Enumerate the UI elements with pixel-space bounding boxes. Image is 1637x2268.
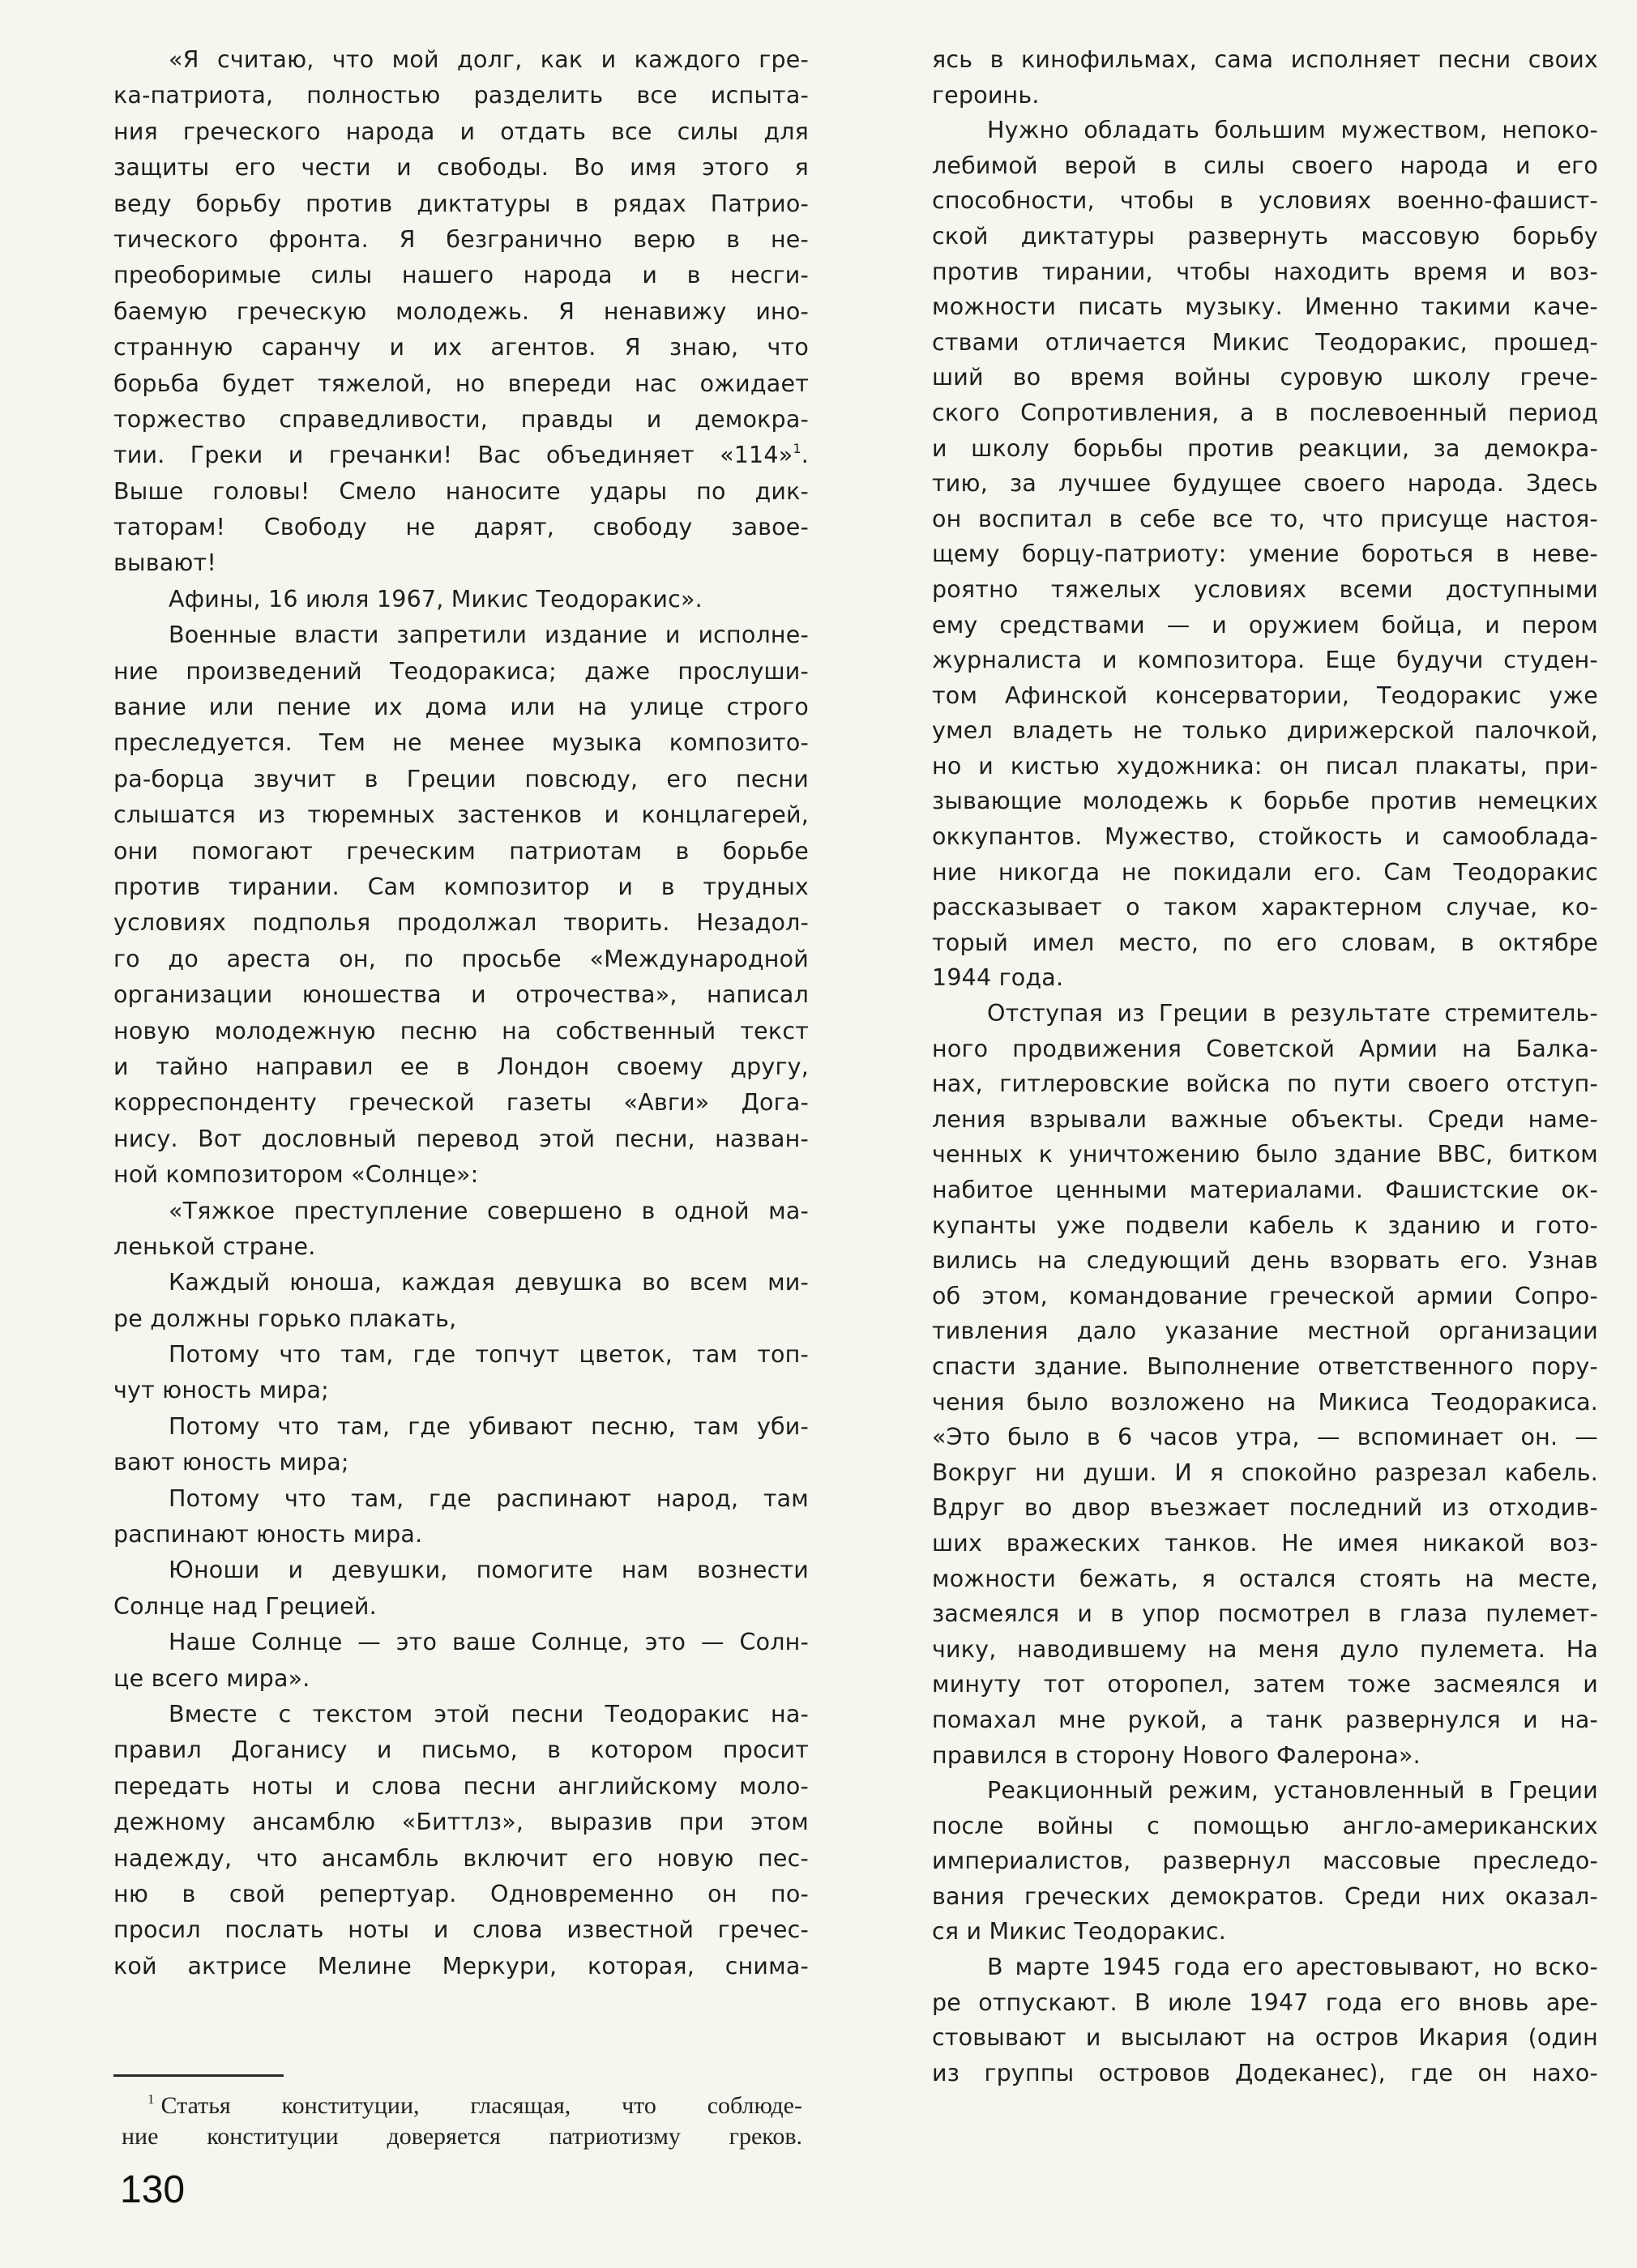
text-line [932, 536, 1598, 572]
text-line-content: Нужно обладать большим мужеством, непоко- [987, 117, 1598, 144]
text-line [113, 725, 809, 761]
text-line-content: стовывают и высылают на остров Икария (один [932, 2024, 1598, 2052]
text-line-content: он воспитал в себе все то, что присуще настоя- [932, 505, 1598, 532]
text-line [113, 1337, 809, 1373]
text-line [113, 150, 809, 186]
text-line [113, 1553, 809, 1588]
text-line [932, 713, 1598, 749]
text-line [932, 1385, 1598, 1420]
text-line [113, 1049, 809, 1085]
text-line [113, 474, 809, 510]
text-line-content: це всего мира». [113, 1664, 310, 1692]
text-line-content: Юноши и девушки, помогите нам вознести [169, 1557, 809, 1584]
text-line [932, 78, 1598, 113]
text-line [113, 330, 809, 365]
text-line-content: ченных к уничтожению было здание ВВС, битком [932, 1141, 1598, 1168]
text-line [113, 1265, 809, 1301]
text-line-content: Отступая из Греции в результате стремитель- [987, 1000, 1598, 1027]
text-line [932, 1137, 1598, 1172]
text-line-content: Вокруг ни души. И я спокойно разрезал кабель. [932, 1459, 1598, 1486]
text-line-content: щему борцу-патриоту: умение бороться в неве- [932, 540, 1598, 568]
text-line-content: рассказывает о таком характерном случае, ко- [932, 894, 1598, 921]
text-line-content: ния греческого народа и отдать все силы для [113, 117, 809, 145]
text-line-content: можности бежать, я остался стоять на месте, [932, 1565, 1598, 1592]
text-line [113, 1481, 809, 1517]
text-line [113, 1949, 809, 1984]
text-line [932, 1102, 1598, 1138]
trailing-punctuation: . [801, 442, 809, 469]
text-line [113, 294, 809, 330]
text-line-content: ших вражеских танков. Не имея никакой воз- [932, 1529, 1598, 1557]
footnote-line: ние конституции доверяется патриотизму греков. [122, 2123, 802, 2150]
footnote-line [122, 2091, 802, 2121]
text-line [113, 942, 809, 977]
text-line [932, 219, 1598, 254]
text-line [932, 1738, 1598, 1774]
text-line [932, 431, 1598, 467]
text-line-content: дежному ансамблю «Биттлз», выразив при этом [113, 1809, 809, 1836]
text-line [113, 690, 809, 725]
text-line-content: условиях подполья продолжал творить. Незадол- [113, 909, 809, 937]
text-line [113, 1517, 809, 1553]
text-line [932, 360, 1598, 395]
text-line-content: тию, за лучшее будущее своего народа. Здесь [932, 470, 1598, 498]
text-line [113, 78, 809, 113]
text-line [113, 438, 809, 473]
right-column [932, 42, 1598, 2091]
text-line-content: минуту тот оторопел, затем тоже засмеялся и [932, 1671, 1598, 1698]
text-line [932, 1526, 1598, 1561]
text-line [113, 617, 809, 653]
text-line-content: и тайно направил ее в Лондон своему другу, [113, 1053, 809, 1080]
text-line [932, 254, 1598, 290]
text-line-content: вания греческих демократов. Среди них оказал- [932, 1882, 1598, 1910]
text-line-content: ясь в кинофильмах, сама исполняет песни своих [932, 46, 1598, 73]
text-line-content: тии. Греки и гречанки! Вас объединяет «114» [113, 442, 793, 469]
text-line [932, 113, 1598, 148]
text-line-content: баемую греческую молодежь. Я ненавижу ино- [113, 297, 809, 325]
text-line-content: правился в сторону Нового Фалерона». [932, 1741, 1421, 1769]
text-line [113, 186, 809, 222]
text-line-content: чику, наводившему на меня дуло пулемета. На [932, 1635, 1598, 1663]
text-line-content: вывают! [113, 549, 216, 577]
text-line [113, 1697, 809, 1732]
text-line-content: слышатся из тюремных застенков и концлагерей, [113, 801, 809, 829]
text-line [932, 855, 1598, 891]
text-line [932, 502, 1598, 537]
text-line-content: корреспонденту греческой газеты «Авги» Дога- [113, 1089, 809, 1117]
text-line [932, 466, 1598, 502]
text-line [932, 183, 1598, 219]
text-line [932, 572, 1598, 608]
text-line [932, 1914, 1598, 1950]
text-line [932, 749, 1598, 784]
text-line-content: вились на следующий день взорвать его. Узнав [932, 1247, 1598, 1275]
text-line [932, 643, 1598, 678]
text-line [932, 42, 1598, 78]
text-line [932, 395, 1598, 431]
text-line-content: набитое ценными материалами. Фашистские ок- [932, 1177, 1598, 1203]
text-line [932, 925, 1598, 961]
text-line [932, 1985, 1598, 2021]
text-line-content: веду борьбу против диктатуры в рядах Патрио- [113, 190, 809, 217]
text-line [932, 960, 1598, 996]
text-line [932, 1809, 1598, 1844]
text-line-content: ему средствами — и оружием бойца, и пером [932, 611, 1598, 639]
text-line-content: из группы островов Додеканес), где он нахо- [932, 2059, 1598, 2086]
text-line [113, 834, 809, 869]
footnote-mark: 1 [147, 2091, 155, 2107]
text-line [113, 977, 809, 1013]
text-line [113, 1121, 809, 1157]
footnote-text: Статья конституции, гласящая, что соблюде- [160, 2092, 802, 2119]
text-line-content: том Афинской консерватории, Теодоракис уже [932, 681, 1598, 709]
text-line [932, 1950, 1598, 1985]
text-line [932, 1172, 1598, 1208]
text-line [932, 1279, 1598, 1314]
text-line-content: ре должны горько плакать, [113, 1305, 457, 1332]
text-line-content: преследуется. Тем не менее музыка композито- [113, 729, 809, 757]
footnote [122, 2091, 802, 2152]
text-line-content: ре отпускают. В июле 1947 года его вновь аре- [932, 1988, 1598, 2016]
text-line [932, 1667, 1598, 1702]
text-line [113, 905, 809, 941]
text-line-content: ленькой стране. [113, 1232, 316, 1260]
text-line [113, 1732, 809, 1768]
left-column [113, 42, 809, 1984]
text-line [113, 1229, 809, 1265]
text-line [932, 1349, 1598, 1385]
text-line-content: странную саранчу и их агентов. Я знаю, что [113, 334, 809, 361]
text-line [932, 1843, 1598, 1879]
text-line [113, 797, 809, 833]
text-line-content: Потому что там, где распинают народ, там [169, 1484, 809, 1512]
text-line-content: «Тяжкое преступление совершено в одной ма- [169, 1197, 809, 1224]
text-line [113, 1805, 809, 1840]
text-line-content: засмеялся и в упор посмотрел в глаза пулемет- [932, 1600, 1598, 1628]
text-line-content: ствами отличается Микис Теодоракис, прошед- [932, 328, 1598, 356]
text-line-content: после войны с помощью англо-американских [932, 1812, 1598, 1839]
text-line-content: защиты его чести и свободы. Во имя этого я [113, 154, 809, 182]
text-line-content: нах, гитлеровские войска по пути своего отступ- [932, 1070, 1598, 1098]
text-line-content: ние произведений Теодоракиса; даже прослуши- [113, 657, 809, 685]
text-line [932, 1702, 1598, 1738]
text-line [932, 1490, 1598, 1526]
text-line [932, 890, 1598, 925]
text-line [113, 1373, 809, 1408]
text-line [113, 1769, 809, 1805]
text-line [113, 1194, 809, 1229]
text-line-content: оккупантов. Мужество, стойкость и самооблада- [932, 823, 1598, 851]
text-line-content: нису. Вот дословный перевод этой песни, назван- [113, 1125, 809, 1152]
text-line [932, 608, 1598, 643]
text-line-content: Солнце над Грецией. [113, 1592, 377, 1620]
text-line-content: журналиста и композитора. Еще будучи студен- [932, 647, 1598, 674]
text-line-content: Афины, 16 июля 1967, Микис Теодоракис». [169, 585, 703, 613]
text-line-content: Вдруг во двор въезжает последний из отходив- [932, 1494, 1598, 1522]
text-line-content: тивления дало указание местной организации [932, 1318, 1598, 1345]
text-line-content: ской диктатуры развернуть массовую борьбу [932, 222, 1598, 250]
text-line [932, 1420, 1598, 1455]
text-line-content: преоборимые силы нашего народа и в несги- [113, 262, 809, 289]
text-line-content: роятно тяжелых условиях всеми доступными [932, 575, 1598, 603]
text-line [113, 1877, 809, 1912]
text-line [113, 366, 809, 402]
text-line-content: вают юность мира; [113, 1449, 349, 1476]
text-line [113, 1445, 809, 1480]
text-line-content: умел владеть не только дирижерской палочкой, [932, 717, 1598, 745]
text-line-content: лебимой верой в силы своего народа и его [932, 152, 1598, 179]
text-line-content: ка-патриота, полностью разделить все испыта- [113, 82, 809, 109]
text-line-content: купанты уже подвели кабель к зданию и гото- [932, 1211, 1598, 1239]
page-number: 130 [120, 2168, 186, 2211]
text-line [113, 582, 809, 617]
text-line-content: империалистов, развернул массовые преследо- [932, 1847, 1598, 1875]
text-line [113, 1841, 809, 1877]
text-line-content: ления взрывали важные объекты. Среди наме- [932, 1105, 1598, 1133]
text-line-content: «Это было в 6 часов утра, — вспоминает он. — [932, 1424, 1598, 1451]
text-line-content: Реакционный режим, установленный в Греции [987, 1777, 1598, 1805]
text-line-content: торый имел место, по его словам, в октябре [932, 929, 1598, 956]
text-line [113, 402, 809, 438]
text-line [932, 1208, 1598, 1244]
text-line [113, 1085, 809, 1121]
text-line-content: правил Доганису и письмо, в котором просит [113, 1736, 809, 1764]
text-line-content: «Я считаю, что мой долг, как и каждого гре- [169, 46, 809, 73]
text-line [113, 1589, 809, 1625]
text-line [113, 1157, 809, 1193]
text-line-content: тического фронта. Я безгранично верю в не- [113, 225, 809, 253]
text-line-content: передать ноты и слова песни английскому моло- [113, 1772, 809, 1800]
text-line-content: надежду, что ансамбль включит его новую пес- [113, 1844, 809, 1872]
text-line [113, 545, 809, 581]
text-line-content: ние никогда не покидали его. Сам Теодоракис [932, 858, 1598, 886]
footnote-divider [113, 2074, 284, 2077]
text-line [932, 325, 1598, 361]
text-line [932, 784, 1598, 819]
text-line [932, 289, 1598, 325]
text-line-content: Потому что там, где топчут цветок, там топ- [169, 1341, 809, 1369]
text-line [113, 42, 809, 78]
text-line [932, 2056, 1598, 2091]
text-line [932, 1561, 1598, 1597]
text-line-content: торжество справедливости, правды и демокра- [113, 405, 809, 433]
text-line [113, 1409, 809, 1445]
text-line-content: ший во время войны суровую школу грече- [932, 364, 1598, 391]
text-line-content: но и кистью художника: он писал плакаты, при- [932, 752, 1598, 779]
text-line-content: чения было возложено на Микиса Теодоракиса. [932, 1388, 1598, 1416]
text-line-content: помахал мне рукой, а танк развернулся и на- [932, 1706, 1598, 1733]
text-line [932, 1773, 1598, 1809]
text-line-content: кой актрисе Мелине Меркури, которая, снима- [113, 1952, 809, 1980]
text-line [932, 1596, 1598, 1632]
text-line-content: ского Сопротивления, а в послевоенный период [932, 399, 1598, 426]
text-line-content: они помогают греческим патриотам в борьбе [113, 837, 809, 865]
text-line [932, 1879, 1598, 1915]
text-line-content: таторам! Свободу не дарят, свободу завое- [113, 514, 809, 541]
text-line [932, 678, 1598, 714]
text-line [113, 869, 809, 905]
text-line [113, 510, 809, 545]
text-line-content: вание или пение их дома или на улице строго [113, 694, 809, 721]
footnote-reference: 1 [793, 441, 801, 457]
text-line-content: го до ареста он, по просьбе «Международной [113, 945, 809, 972]
text-line-content: героинь. [932, 81, 1040, 109]
text-line [932, 996, 1598, 1031]
text-line-content: способности, чтобы в условиях военно-фашист- [932, 187, 1598, 215]
text-line [932, 2020, 1598, 2056]
text-line-content: просил послать ноты и слова известной гречес- [113, 1916, 809, 1944]
text-line-content: организации юношества и отрочества», написал [113, 981, 809, 1009]
text-line [113, 1014, 809, 1049]
text-line [113, 1301, 809, 1337]
text-line-content: Наше Солнце — это ваше Солнце, это — Солн- [169, 1629, 809, 1656]
text-line-content: новую молодежную песню на собственный текст [113, 1017, 809, 1044]
text-line-content: Каждый юноша, каждая девушка во всем ми- [169, 1269, 809, 1296]
text-line [932, 1455, 1598, 1491]
text-line [932, 1313, 1598, 1349]
text-line [932, 148, 1598, 184]
text-line-content: 1944 года. [932, 964, 1064, 992]
text-line [932, 1632, 1598, 1668]
text-line [113, 222, 809, 258]
text-line-content: Потому что там, где убивают песню, там уби- [169, 1412, 809, 1440]
text-line [113, 762, 809, 797]
text-line [113, 1912, 809, 1948]
text-line-content: против тирании, чтобы находить время и воз- [932, 258, 1598, 285]
text-line [932, 1243, 1598, 1279]
text-line-content: ного продвижения Советской Армии на Балка- [932, 1035, 1598, 1062]
text-line-content: ной композитором «Солнце»: [113, 1161, 479, 1189]
text-line-content: ра-борца звучит в Греции повсюду, его песни [113, 765, 809, 792]
text-line-content: зывающие молодежь к борьбе против немецких [932, 788, 1598, 815]
text-line-content: Выше головы! Смело наносите удары по дик- [113, 477, 809, 505]
text-line [113, 654, 809, 690]
text-line [113, 114, 809, 150]
text-line-content: Военные власти запретили издание и исполне- [169, 621, 809, 649]
text-line-content: спасти здание. Выполнение ответственного пору- [932, 1352, 1598, 1380]
text-line [113, 258, 809, 293]
text-line [932, 1031, 1598, 1067]
text-line-content: борьба будет тяжелой, но впереди нас ожидает [113, 369, 809, 397]
text-line-content: чут юность мира; [113, 1377, 329, 1404]
text-line-content: против тирании. Сам композитор и в трудных [113, 873, 809, 900]
text-line [932, 1066, 1598, 1102]
text-line-content: можности писать музыку. Именно такими каче- [932, 293, 1598, 321]
text-line-content: Вместе с текстом этой песни Теодоракис на- [169, 1700, 809, 1728]
text-line-content: об этом, командование греческой армии Сопро- [932, 1282, 1598, 1309]
text-line [113, 1661, 809, 1697]
text-line-content: ню в свой репертуар. Одновременно он по- [113, 1880, 809, 1907]
text-line-content: и школу борьбы против реакции, за демокра- [932, 434, 1598, 462]
text-line-content: распинают юность мира. [113, 1521, 423, 1548]
text-line-content: В марте 1945 года его арестовывают, но вско- [987, 1954, 1598, 1981]
text-line [932, 819, 1598, 855]
text-line-content: ся и Микис Теодоракис. [932, 1918, 1226, 1946]
text-line [113, 1625, 809, 1660]
